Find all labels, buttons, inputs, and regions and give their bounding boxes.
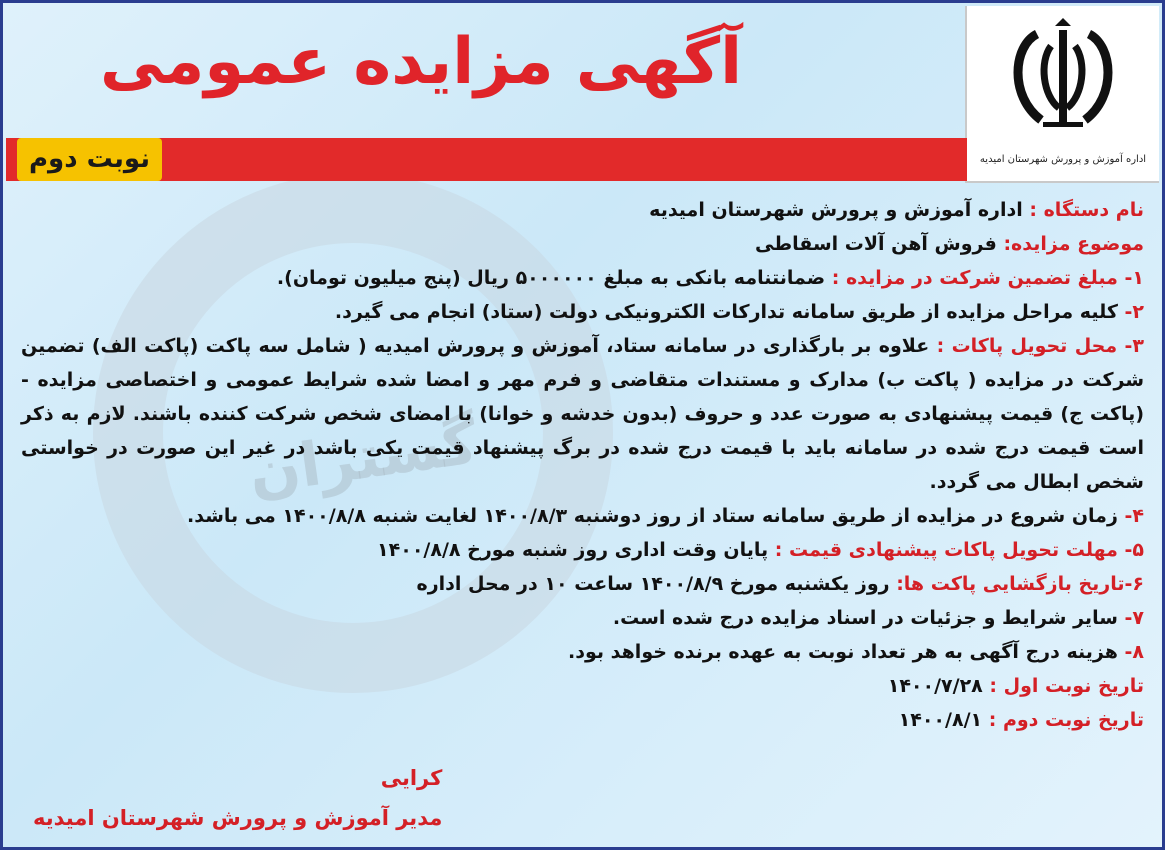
item-number: ۳- [1124,335,1144,357]
subject-value: فروش آهن آلات اسقاطی [755,233,1004,255]
item-number: ۸- [1124,641,1144,663]
item-number: ۵- [1124,539,1144,561]
logo-box [965,6,1159,183]
item-label: مبلغ تضمین شرکت در مزایده : [831,267,1125,289]
first-date-value: ۱۴۰۰/۷/۲۸ [887,675,990,697]
item-number: ۲- [1124,301,1144,323]
item-text: علاوه بر بارگذاری در سامانه ستاد، آموزش و پرورش امیدیه ( شامل سه پاکت (پاکت الف) تضمین شرکت در مزایده ( پاکت ب) مدارک و مستندات متقاضی و فرم مهر و امضا شده شرایط عمومی و اختصاصی مزایده - (پاکت ج) قیمت پیشنهادی به صورت عدد و حروف (بدون خدشه و خوانا) با امضای شخص شرکت کننده باشند. لازم به ذکر است قیمت درج شده در سامانه باید با قیمت درج شده در برگ پیشنهاد قیمت یکی باشد در غیر این صورت در خواستی شخص ابطال می گردد. [21,335,1144,493]
list-item [21,601,1144,635]
list-item [21,295,1144,329]
org-caption: اداره آموزش و پرورش شهرستان امیدیه [979,154,1147,165]
item-number: ۴- [1124,505,1144,527]
item-label: محل تحویل پاکات : [936,335,1125,357]
item-number: ۱- [1124,267,1144,289]
signature-block [33,758,442,838]
item-text: هزینه درج آگهی به هر تعداد نوبت به عهده برنده خواهد بود. [568,641,1125,663]
item-label: مهلت تحویل پاکات پیشنهادی قیمت : [774,539,1125,561]
iran-emblem-icon [1003,16,1123,136]
item-text: زمان شروع در مزایده از طریق سامانه ستاد از روز دوشنبه ۱۴۰۰/۸/۳ لغایت شنبه ۱۴۰۰/۸/۸ می باشد. [187,505,1125,527]
item-text: پایان وقت اداری روز شنبه مورخ ۱۴۰۰/۸/۸ [377,539,775,561]
list-item [21,533,1144,567]
list-item [21,567,1144,601]
list-item [21,329,1144,499]
item-label: تاریخ بازگشایی پاکت ها: [896,573,1125,595]
first-round-date [21,669,1144,703]
page-title: آگهی مزایده عمومی [100,25,742,99]
item-text: کلیه مراحل مزایده از طریق سامانه تدارکات الکترونیکی دولت (ستاد) انجام می گیرد. [334,301,1125,323]
second-date-value: ۱۴۰۰/۸/۱ [898,709,989,731]
list-item [21,261,1144,295]
item-number: ۷- [1124,607,1144,629]
round-badge: نوبت دوم [17,138,162,181]
list-item [21,499,1144,533]
item-number: ۶- [1124,573,1144,595]
signer-title: مدیر آموزش و پرورش شهرستان امیدیه [33,806,443,830]
subject-line [21,227,1144,261]
first-date-label: تاریخ نوبت اول : [989,675,1144,697]
watermark-text: گستران [244,407,482,509]
item-text: سایر شرایط و جزئیات در اسناد مزایده درج شده است. [612,607,1125,629]
second-date-label: تاریخ نوبت دوم : [988,709,1144,731]
org-label: نام دستگاه : [1029,199,1144,221]
list-item [21,635,1144,669]
item-text: ضمانتنامه بانکی به مبلغ ۵۰۰۰۰۰۰ ریال (پنج میلیون تومان). [276,267,832,289]
org-value: اداره آموزش و پرورش شهرستان امیدیه [649,199,1030,221]
subject-label: موضوع مزایده: [1003,233,1144,255]
signer-name: کرایی [380,766,443,790]
second-round-date [21,703,1144,737]
org-line [21,193,1144,227]
notice-body [21,193,1144,737]
item-text: روز یکشنبه مورخ ۱۴۰۰/۸/۹ ساعت ۱۰ در محل اداره [416,573,897,595]
